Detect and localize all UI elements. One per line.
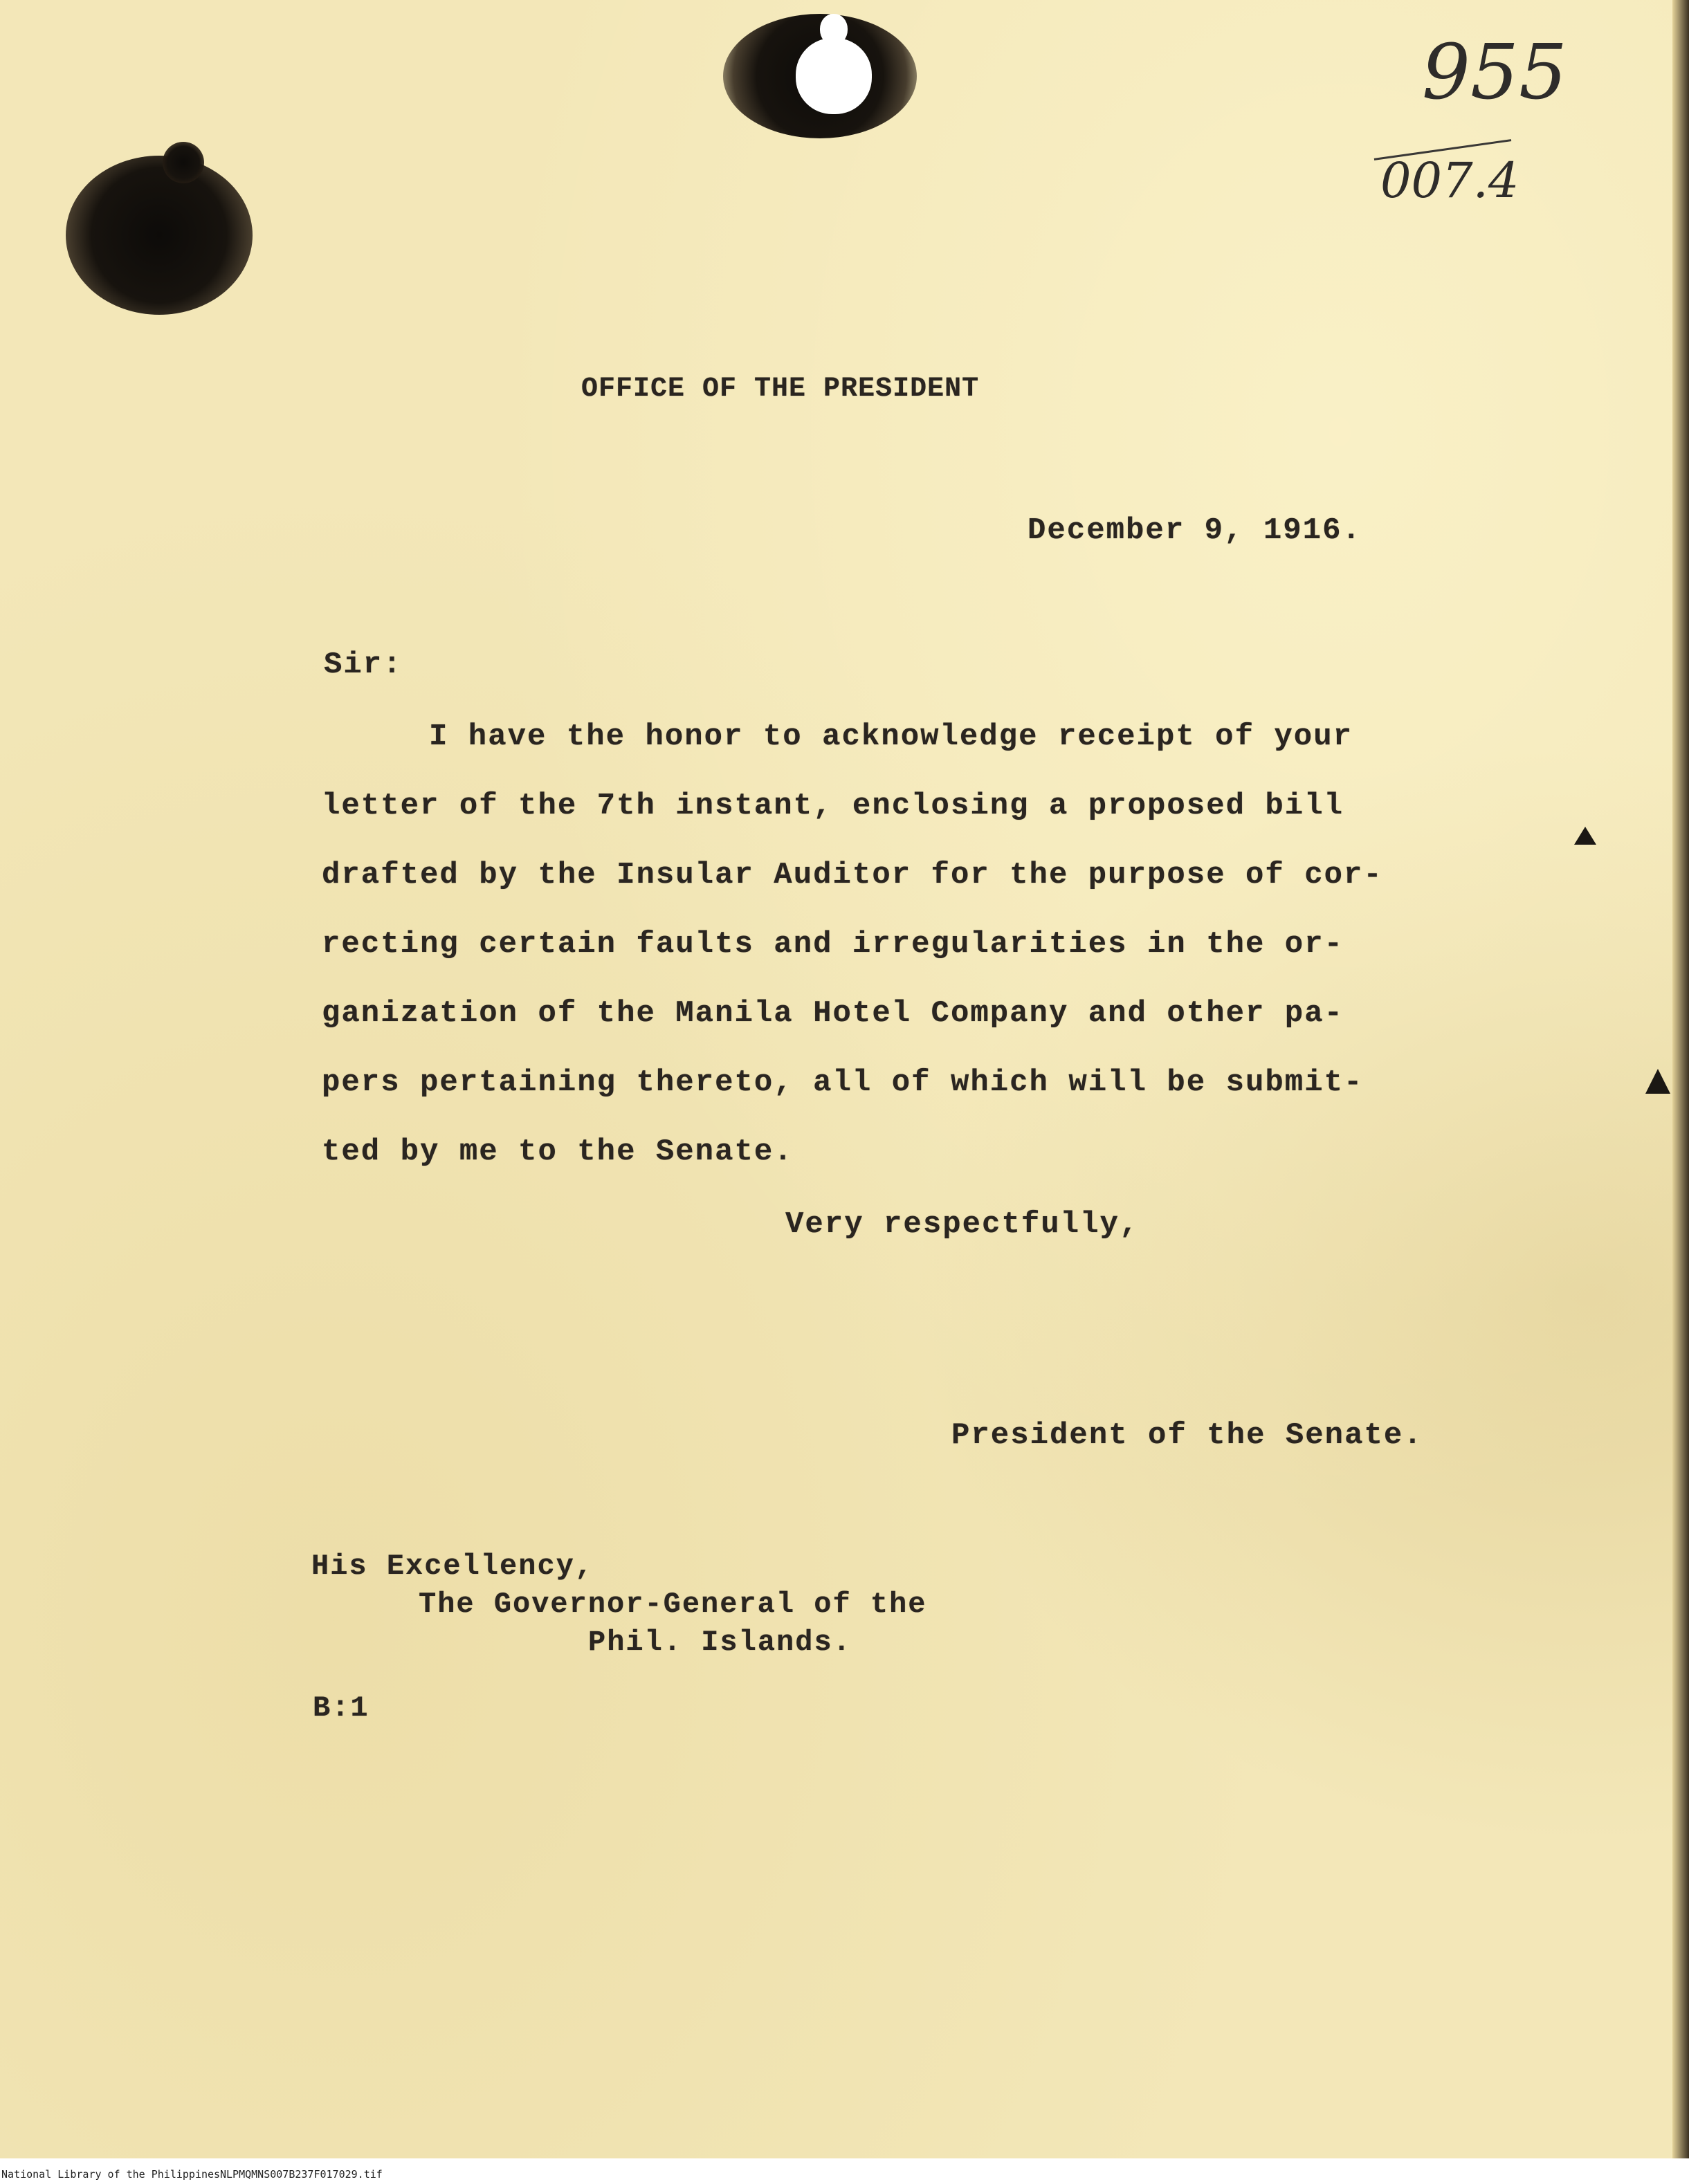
margin-mark-1 (1574, 827, 1596, 845)
addressee-line-3: Phil. Islands. (588, 1626, 852, 1659)
page-edge-shadow (1672, 0, 1689, 2158)
body-line-1: I have the honor to acknowledge receipt of your (429, 719, 1353, 754)
burn-mark-left (66, 156, 253, 315)
reference-initials: B:1 (313, 1691, 369, 1725)
handwritten-number-bottom: 007.4 (1380, 152, 1519, 209)
body-line-7: ted by me to the Senate. (322, 1135, 794, 1169)
body-line-4: recting certain faults and irregularities in the or- (322, 927, 1344, 962)
signature-title: President of the Senate. (951, 1418, 1423, 1453)
letter-heading: OFFICE OF THE PRESIDENT (581, 374, 980, 405)
body-line-5: ganization of the Manila Hotel Company and other pa- (322, 996, 1344, 1031)
body-line-2: letter of the 7th instant, enclosing a proposed bill (322, 789, 1344, 823)
addressee-line-1: His Excellency, (311, 1550, 594, 1583)
letter-closing: Very respectfully, (785, 1207, 1140, 1242)
letter-date: December 9, 1916. (1028, 513, 1362, 548)
addressee-line-2: The Governor-General of the (419, 1588, 927, 1621)
letter-salutation: Sir: (324, 648, 403, 682)
footer-library: National Library of the Philippines (1, 2168, 221, 2181)
body-line-6: pers pertaining thereto, all of which will be submit- (322, 1065, 1364, 1100)
footer-filename: NLPMQMNS007B237F017029.tif (220, 2168, 383, 2181)
scan-footer (0, 2165, 1689, 2184)
body-line-3: drafted by the Insular Auditor for the purpose of cor- (322, 858, 1383, 892)
burn-mark-left-small (163, 142, 204, 183)
burn-hole-top-notch (820, 14, 848, 45)
margin-mark-2 (1645, 1069, 1670, 1094)
burn-hole-top (796, 38, 872, 114)
handwritten-number-top: 955 (1422, 28, 1567, 116)
